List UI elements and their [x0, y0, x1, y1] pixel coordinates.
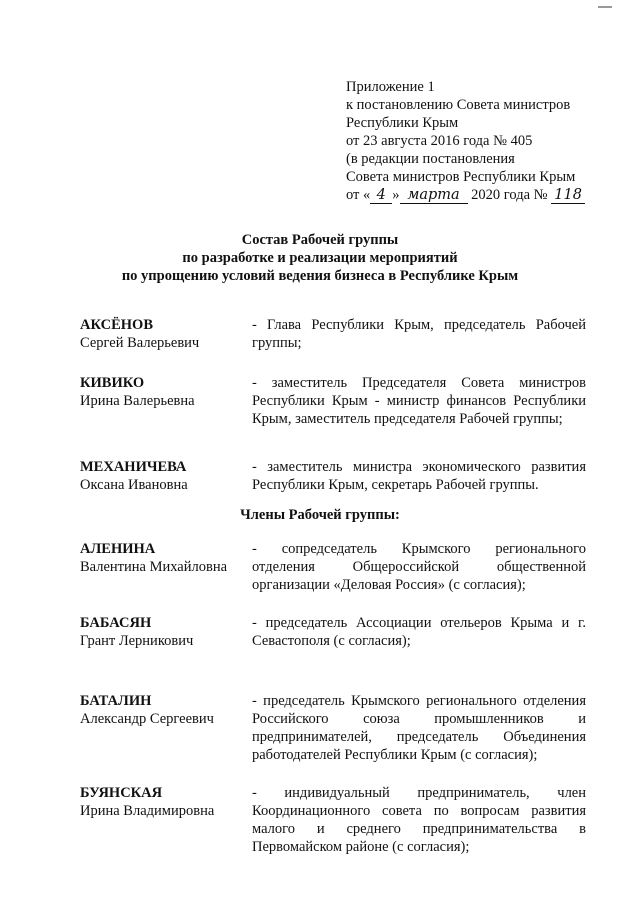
- handwritten-number: 118: [551, 187, 585, 204]
- member-entry: [80, 540, 586, 594]
- member-given-name: Ирина Владимировна: [80, 803, 215, 819]
- member-surname: КИВИКО: [80, 375, 145, 391]
- handwritten-day: 4: [370, 187, 392, 204]
- date-prefix: от «: [346, 187, 371, 203]
- member-surname: БУЯНСКАЯ: [80, 785, 163, 801]
- member-role: - сопредседатель Крымского регионального отделения Общероссийской общественной организации «Деловая Россия» (с согласия);: [252, 541, 586, 593]
- member-surname: АКСЁНОВ: [80, 317, 153, 333]
- title-line: Состав Рабочей группы: [241, 232, 399, 248]
- member-role: - председатель Крымского регионального отделения Российского союза промышленников и предпринимателей, председатель Объединения работодателей Республики Крым (с согласия);: [252, 693, 586, 763]
- members-heading: Члены Рабочей группы:: [240, 507, 400, 523]
- members-list: [80, 316, 586, 494]
- member-surname: БАТАЛИН: [80, 693, 152, 709]
- member-name: [80, 784, 252, 856]
- document-title: [0, 231, 640, 285]
- member-given-name: Сергей Валерьевич: [80, 335, 200, 351]
- handwritten-month: марта: [400, 187, 468, 204]
- appendix-line: от 23 августа 2016 года № 405: [346, 133, 533, 149]
- appendix-line: Республики Крым: [346, 115, 459, 131]
- member-entry: [80, 614, 586, 650]
- date-mid: »: [392, 187, 400, 203]
- member-entry: [80, 316, 586, 352]
- appendix-line: Совета министров Республики Крым: [346, 169, 576, 185]
- appendix-date-line: [346, 186, 606, 204]
- member-name: [80, 316, 252, 352]
- member-given-name: Оксана Ивановна: [80, 477, 188, 493]
- member-surname: АЛЕНИНА: [80, 541, 156, 557]
- member-role: - заместитель Председателя Совета министров Республики Крым - министр финансов Республики Крым, заместитель председателя Рабочей группы;: [252, 375, 586, 427]
- member-role: - Глава Республики Крым, председатель Рабочей группы;: [252, 317, 586, 351]
- member-name: [80, 374, 252, 428]
- member-name: [80, 692, 252, 764]
- appendix-block: [346, 78, 606, 204]
- member-given-name: Александр Сергеевич: [80, 711, 214, 727]
- member-entry: [80, 374, 586, 428]
- member-entry: [80, 458, 586, 494]
- appendix-line: (в редакции постановления: [346, 151, 515, 167]
- member-role: - заместитель министра экономического развития Республики Крым, секретарь Рабочей группы.: [252, 459, 586, 493]
- member-name: [80, 458, 252, 494]
- date-suffix: 2020 года №: [471, 187, 548, 203]
- member-name: [80, 614, 252, 650]
- member-entry: [80, 692, 586, 764]
- appendix-line: к постановлению Совета министров: [346, 97, 571, 113]
- member-given-name: Грант Лерникович: [80, 633, 194, 649]
- scan-mark: [598, 6, 612, 8]
- appendix-line: Приложение 1: [346, 79, 435, 95]
- title-line: по упрощению условий ведения бизнеса в Республике Крым: [121, 268, 519, 284]
- member-role: - индивидуальный предприниматель, член Координационного совета по вопросам развития малого и среднего предпринимательства в Первомайском районе (с согласия);: [252, 785, 586, 855]
- member-role: - председатель Ассоциации отельеров Крыма и г. Севастополя (с согласия);: [252, 615, 586, 649]
- member-given-name: Ирина Валерьевна: [80, 393, 195, 409]
- member-given-name: Валентина Михайловна: [80, 559, 228, 575]
- members-list: [80, 540, 586, 856]
- title-line: по разработке и реализации мероприятий: [182, 250, 458, 266]
- member-surname: БАБАСЯН: [80, 615, 152, 631]
- member-name: [80, 540, 252, 594]
- member-entry: [80, 784, 586, 856]
- member-surname: МЕХАНИЧЕВА: [80, 459, 187, 475]
